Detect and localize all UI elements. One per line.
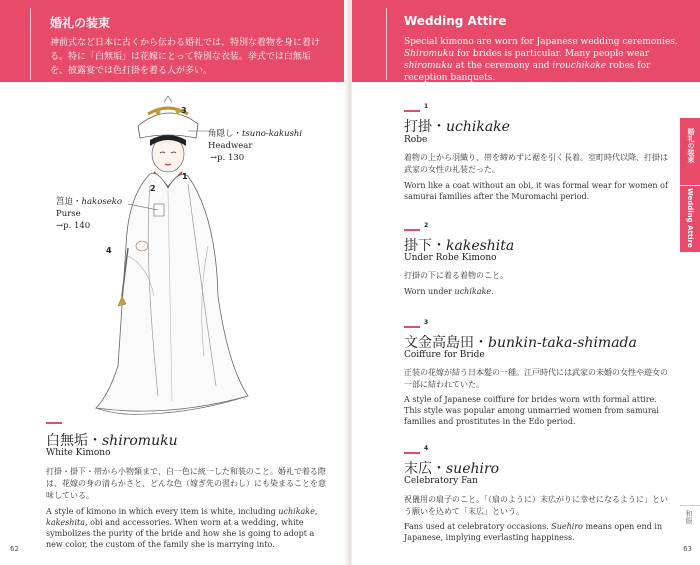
item-accent-line xyxy=(404,326,420,328)
item-title: 打掛・uchikake xyxy=(404,119,510,135)
item-jp-text: 正装の花嫁が結う日本髪の一種。江戸時代には武家の未婚の女性や遊女の一部に結われていた。 xyxy=(404,368,668,389)
callout-hakoseko xyxy=(56,196,122,232)
right-header xyxy=(352,0,700,82)
header-rule xyxy=(30,8,43,80)
item-accent-line xyxy=(404,229,420,231)
item-number: 1 xyxy=(424,103,429,110)
item-title: 末広・suehiro xyxy=(404,461,500,477)
item-title: 文金高島田・bunkin-taka-shimada xyxy=(404,335,637,351)
item-accent-line xyxy=(46,422,62,424)
item-subtitle: Celebratory Fan xyxy=(404,476,478,486)
item-en-text: Worn like a coat without an obi, it was formal wear for women of samurai families after the Muromachi period. xyxy=(404,181,668,201)
item-number: 2 xyxy=(424,222,429,229)
left-header-title: 婚礼の装束 xyxy=(50,16,111,30)
callout-tsunokakushi-en: Headwear xyxy=(208,141,253,151)
callout-tsunokakushi xyxy=(208,128,302,164)
left-page xyxy=(0,0,348,565)
item-jp-text: 打掛・掛下・帯から小物類まで、白一色に統一した和装のこと。婚礼で着る際は、花嫁の身の清らかさと、どんな色（嫁ぎ先の習わし）にも染まることを意味している。 xyxy=(46,467,326,500)
right-page xyxy=(352,0,700,565)
item-jp-text: 祝儀用の扇子のこと。「（扇のように）末広がりに幸せになるように」という願いを込めて「末広」という。 xyxy=(404,495,668,516)
item-subtitle: White Kimono xyxy=(46,448,111,458)
item-jp-text: 打掛の下に着る着物のこと。 xyxy=(404,271,508,280)
item-subtitle: Under Robe Kimono xyxy=(404,253,497,263)
item-title-jp: 白無垢・ xyxy=(46,433,102,449)
callout-tsunokakushi-jp: 角隠し・ xyxy=(208,129,243,139)
item-title-romaji: shiromuku xyxy=(102,433,178,449)
item-title xyxy=(46,430,178,450)
item-accent-line xyxy=(404,452,420,454)
side-bottom-label: 和服 xyxy=(685,510,693,524)
right-page-number: 63 xyxy=(683,545,692,553)
callout-hakoseko-jp: 筥迫・ xyxy=(56,197,82,207)
left-header-text: 神前式など日本に古くから伝わる婚礼では、特別な着物を身に着ける。特に「白無垢」は花嫁にとって特別な衣装。挙式では白無垢を、披露宴では色打掛を着る人が多い。 xyxy=(50,38,321,76)
callout-number-4: 4 xyxy=(106,246,112,255)
item-number: 4 xyxy=(424,445,429,452)
item-title: 掛下・kakeshita xyxy=(404,238,515,254)
callout-hakoseko-romaji: hakoseko xyxy=(81,197,122,207)
item-number: 3 xyxy=(424,319,429,326)
left-header xyxy=(0,0,348,82)
callout-number-2: 2 xyxy=(150,184,156,193)
header-rule xyxy=(386,8,399,80)
callout-tsunokakushi-ref: →p. 130 xyxy=(210,153,245,163)
callout-number-1: 1 xyxy=(182,172,188,181)
item-en-text: A style of Japanese coiffure for brides worn with formal attire. This style was popular among unmarried women from samurai families and prostitutes in the Edo period. xyxy=(404,395,659,426)
item-accent-line xyxy=(404,110,420,112)
item-en-text: Fans used at celebratory occasions. Suehiro means open end in Japanese, implying everlasting happiness. xyxy=(404,522,663,542)
item-jp-text: 着物の上から羽織り、帯を締めずに裾を引く長着。室町時代以降、打掛は武家の女性の礼装だった。 xyxy=(404,153,668,174)
side-tab-en: Wedding Attire xyxy=(686,188,694,248)
left-page-number: 62 xyxy=(10,545,19,553)
item-subtitle: Coiffure for Bride xyxy=(404,350,485,360)
callout-hakoseko-en: Purse xyxy=(56,209,81,219)
side-tab-divider xyxy=(680,185,700,186)
right-header-text: Special kimono are worn for Japanese wedding ceremonies. Shiromuku for brides is particular. Many people wear shiromuku at the ceremony and irouchikake robes for reception banquets. xyxy=(404,37,678,83)
side-bottom-rule xyxy=(680,505,700,506)
side-tab-jp: 婚礼の装束 xyxy=(687,128,695,163)
callout-tsunokakushi-romaji: tsuno-kakushi xyxy=(242,129,303,139)
item-en-text: A style of kimono in which every item is white, including uchikake, kakeshita, obi and accessories. When worn at a wedding, white symbolizes the purity of the bride and how she is going to adopt a new color, the custom of the family she is marrying into. xyxy=(46,507,318,549)
callout-number-3: 3 xyxy=(181,106,187,115)
right-header-title: Wedding Attire xyxy=(404,14,507,28)
item-subtitle: Robe xyxy=(404,135,428,145)
item-en-text: Worn under uchikake. xyxy=(404,287,494,296)
callout-hakoseko-ref: →p. 140 xyxy=(56,221,91,231)
